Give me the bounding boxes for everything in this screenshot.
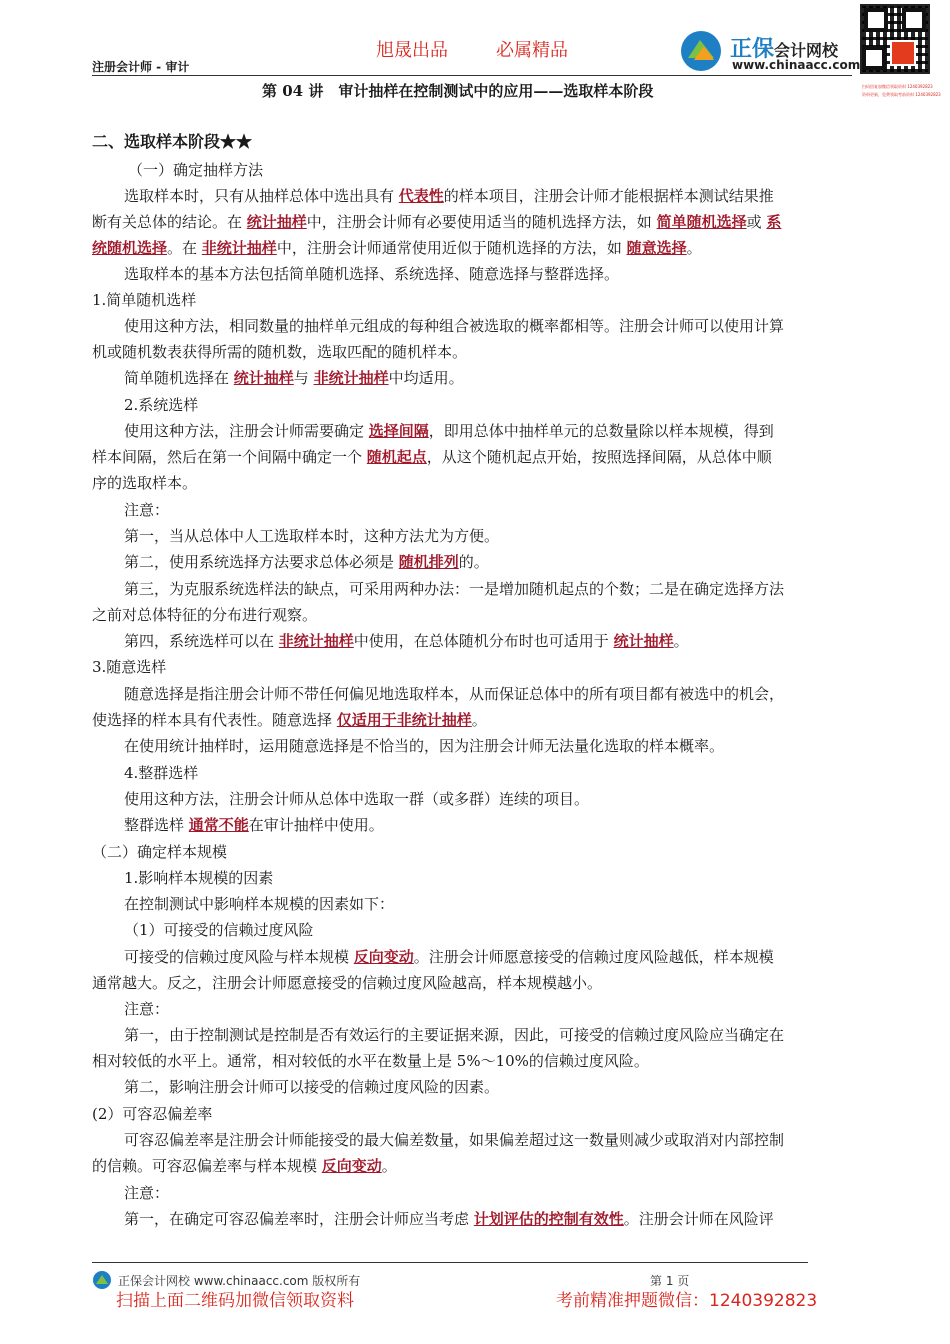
method-2-note-label: 注意：: [124, 501, 170, 519]
method-2-note-3-line-2: 之前对总体特征的分布进行观察。: [92, 606, 318, 624]
section-heading: 二、选取样本阶段★★: [92, 132, 253, 151]
brand-url: www.chinaacc.com: [732, 58, 861, 72]
footer-page-number: 第 1 页: [650, 1274, 690, 1288]
factor-2-note-label: 注意：: [124, 1184, 170, 1202]
para-1-line-3: 统随机选择。在 非统计抽样中，注册会计师通常使用近似于随机选择的方法，如 随意选择。: [92, 239, 702, 257]
method-3-line-1: 随意选择是指注册会计师不带任何偏见地选取样本，从而保证总体中的所有项目都有被选中的机会，: [124, 685, 785, 703]
method-1-title: 1.简单随机选样: [92, 291, 197, 309]
qr-note-1: 扫码回复加微信领取资料 1240392823: [862, 84, 933, 89]
header-subject: 注册会计师 - 审计: [92, 60, 190, 74]
header-slogan-left: 旭晟出品: [376, 40, 448, 61]
method-2-note-3-line-1: 第三，为克服系统选样法的缺点，可采用两种办法：一是增加随机起点的个数；二是在确定选择方法: [124, 580, 785, 598]
factor-2-line-2: 的信赖。可容忍偏差率与样本规模 反向变动。: [92, 1157, 397, 1175]
method-2-note-4: 第四，系统选样可以在 非统计抽样中使用，在总体随机分布时也可适用于 统计抽样。: [124, 632, 689, 650]
brand-name-sub: 会计网校: [774, 41, 839, 60]
method-4-title: 4.整群选样: [124, 764, 199, 782]
factor-2-note-1: 第一，在确定可容忍偏差率时，注册会计师应当考虑 计划评估的控制有效性。注册会计师在风险评: [124, 1210, 774, 1228]
brand-logo-icon: [680, 30, 722, 72]
factor-2-title: (2）可容忍偏差率: [92, 1105, 213, 1123]
header-slogan-right: 必属精品: [496, 40, 568, 61]
para-1-line-2: 断有关总体的结论。在 统计抽样中，注册会计师有必要使用适当的随机选择方法，如 简单随机选择或 系: [92, 213, 782, 231]
factors-title: 1.影响样本规模的因素: [124, 869, 274, 887]
footer-logo-icon: [92, 1270, 112, 1290]
footer-copyright: 正保会计网校 www.chinaacc.com 版权所有: [118, 1274, 361, 1288]
method-1-line-3: 简单随机选择在 统计抽样与 非统计抽样中均适用。: [124, 369, 464, 387]
method-2-title: 2.系统选样: [124, 396, 199, 414]
method-1-line-2: 机或随机数表获得所需的随机数，选取匹配的随机样本。: [92, 343, 468, 361]
factor-1-note-1-line-1: 第一，由于控制测试是控制是否有效运行的主要证据来源，因此，可接受的信赖过度风险应当确定在: [124, 1026, 785, 1044]
factor-1-note-label: 注意：: [124, 1000, 170, 1018]
method-2-note-1: 第一，当从总体中人工选取样本时，这种方法尤为方便。: [124, 527, 500, 545]
footer-promo-right: 考前精准押题微信：1240392823: [556, 1291, 818, 1311]
factor-1-line-1: 可接受的信赖过度风险与样本规模 反向变动。注册会计师愿意接受的信赖过度风险越低，样本规模: [124, 948, 774, 966]
method-1-line-1: 使用这种方法，相同数量的抽样单元组成的每种组合被选取的概率都相等。注册会计师可以使用计算: [124, 317, 785, 335]
method-2-note-2: 第二，使用系统选择方法要求总体必须是 随机排列的。: [124, 553, 489, 571]
brand-name-main: 正保: [730, 37, 775, 62]
para-1-line-1: 选取样本时，只有从抽样总体中选出具有 代表性的样本项目，注册会计师才能根据样本测试结果推: [124, 187, 774, 205]
qr-logo-icon: [890, 40, 916, 66]
footer-rule: [92, 1262, 808, 1263]
header-rule: [92, 75, 852, 76]
factors-intro: 在控制测试中影响样本规模的因素如下：: [124, 895, 395, 913]
subheading-method: （一）确定抽样方法: [128, 161, 264, 179]
factor-1-line-2: 通常越大。反之，注册会计师愿意接受的信赖过度风险越高，样本规模越小。: [92, 974, 603, 992]
method-3-line-2: 使选择的样本具有代表性。随意选择 仅适用于非统计抽样。: [92, 711, 487, 729]
footer-promo-left: 扫描上面二维码加微信领取资料: [116, 1291, 354, 1311]
factor-1-note-1-line-2: 相对较低的水平上。通常，相对较低的水平在数量上是 5%～10%的信赖过度风险。: [92, 1052, 649, 1070]
method-2-line-3: 序的选取样本。: [92, 474, 198, 492]
method-4-line-2: 整群选样 通常不能在审计抽样中使用。: [124, 816, 384, 834]
method-4-line-1: 使用这种方法，注册会计师从总体中选取一群（或多群）连续的项目。: [124, 790, 590, 808]
method-2-line-2: 样本间隔，然后在第一个间隔中确定一个 随机起点，从这个随机起点开始，按照选择间隔，从总体中顺: [92, 448, 772, 466]
method-2-line-1: 使用这种方法，注册会计师需要确定 选择间隔，即用总体中抽样单元的总数量除以样本规模，得到: [124, 422, 774, 440]
qr-note-2: 资料更新，免费领取考前资料 1240392823: [862, 92, 941, 97]
factor-2-line-1: 可容忍偏差率是注册会计师能接受的最大偏差数量，如果偏差超过这一数量则减少或取消对内部控制: [124, 1131, 785, 1149]
qr-finder-icon: [862, 46, 886, 70]
method-3-title: 3.随意选样: [92, 658, 167, 676]
para-2: 选取样本的基本方法包括简单随机选择、系统选择、随意选择与整群选择。: [124, 265, 620, 283]
method-3-line-3: 在使用统计抽样时，运用随意选择是不恰当的，因为注册会计师无法量化选取的样本概率。: [124, 737, 725, 755]
factor-1-title: （1）可接受的信赖过度风险: [124, 921, 314, 939]
factor-1-note-2: 第二，影响注册会计师可以接受的信赖过度风险的因素。: [124, 1078, 500, 1096]
subheading-sample-size: （二）确定样本规模: [92, 843, 228, 861]
lecture-title: 第 04 讲 审计抽样在控制测试中的应用——选取样本阶段: [262, 82, 654, 100]
